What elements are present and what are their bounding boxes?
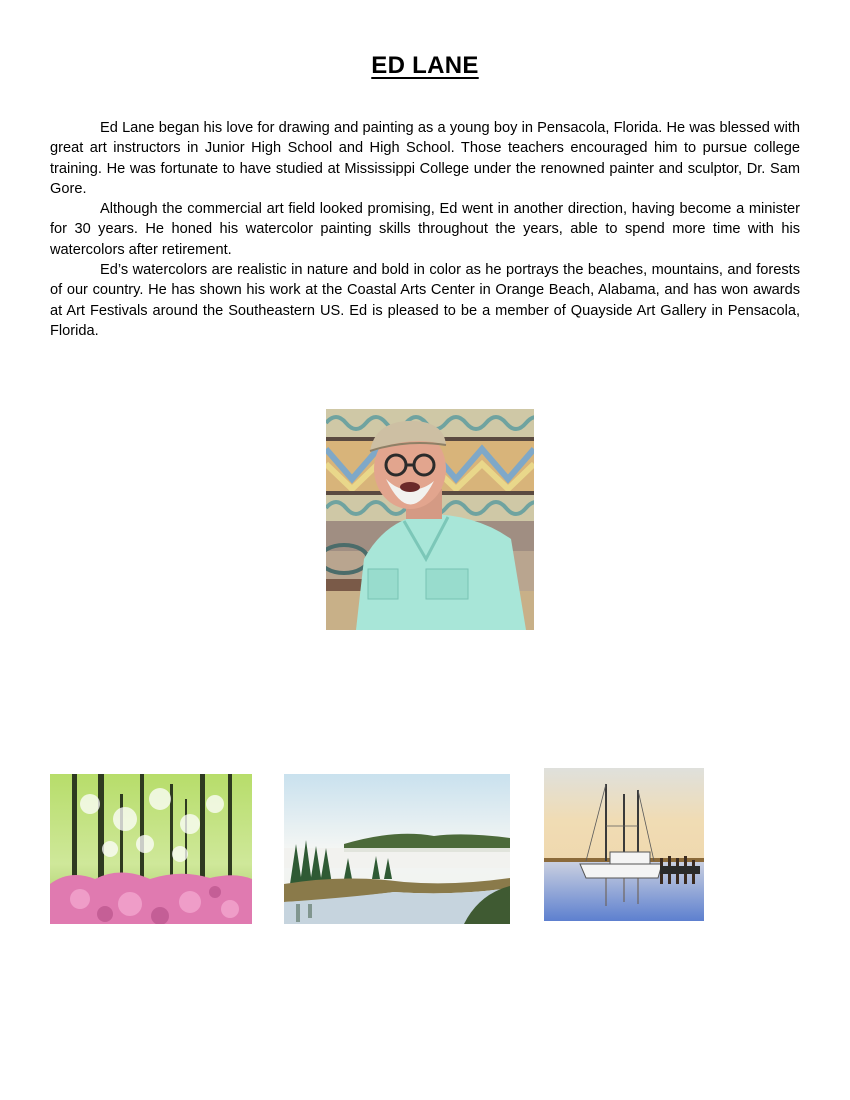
bio-paragraph: Ed’s watercolors are realistic in nature and bold in color as he portrays the beaches, mountains, and forests of our country. He has shown his work at the Coastal Arts Center in Orange Beach, Alabama, and has won awards at Art Festivals around the Southeastern US. Ed is pleased to be a member of Quayside Art Gallery in Pensacola, Florida.: [50, 262, 800, 339]
misty-river-painting: [284, 774, 510, 924]
bio-paragraph: Ed Lane began his love for drawing and painting as a young boy in Pensacola, Florida. He was blessed with great art instructors in Junior High School and High School. Those teachers encouraged him to pursue college training. He was fortunate to have studied at Mississippi College under the renowned painter and sculptor, Dr. Sam Gore.: [50, 120, 800, 197]
shrimp-boat-painting: [542, 766, 706, 923]
forest-painting: [50, 774, 252, 924]
artist-portrait-photo: [326, 409, 534, 630]
page-title: ED LANE: [371, 52, 479, 79]
biography: [50, 118, 800, 341]
bio-paragraph: Although the commercial art field looked promising, Ed went in another direction, having become a minister for 30 years. He honed his watercolor painting skills throughout the years, able to spend more time with his watercolors after retirement.: [50, 201, 800, 258]
